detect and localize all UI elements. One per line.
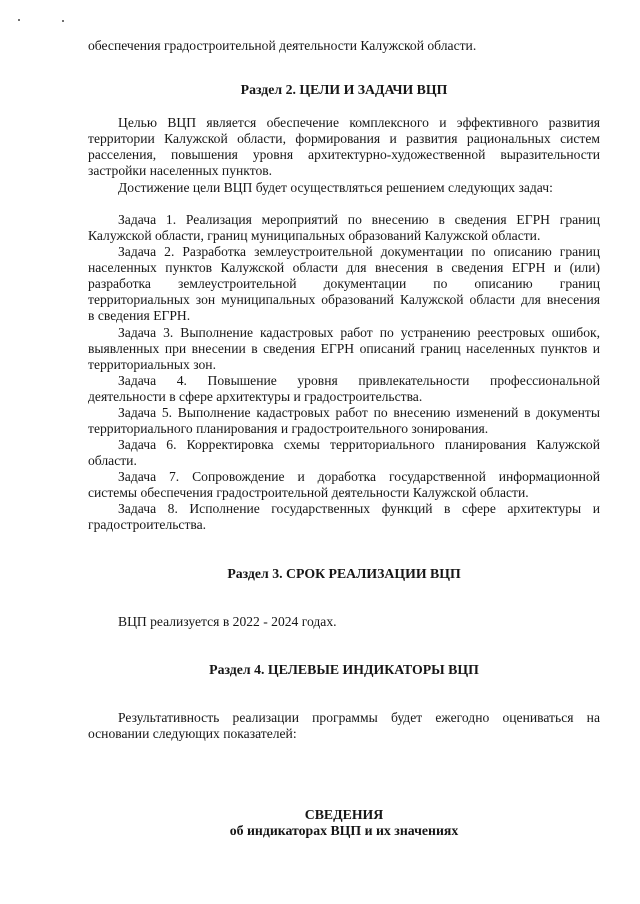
- goal-line: территории Калужской области, формирования и развития рациональных систем: [88, 131, 600, 146]
- section3-title: Раздел 3. СРОК РЕАЛИЗАЦИИ ВЦП: [227, 566, 461, 581]
- task-line: области.: [88, 453, 137, 468]
- task-line: разработка землеустроительной документации по описанию границ: [88, 276, 600, 291]
- goal-line: Целью ВЦП является обеспечение комплексного и эффективного развития: [118, 115, 600, 130]
- section4-title: Раздел 4. ЦЕЛЕВЫЕ ИНДИКАТОРЫ ВЦП: [209, 662, 479, 677]
- info-title: СВЕДЕНИЯ: [304, 807, 384, 822]
- task-line: Задача 8. Исполнение государственных функций в сфере архитектуры и: [118, 501, 600, 516]
- section4-text-line: основании следующих показателей:: [88, 726, 297, 741]
- task-line: территориальных зон муниципальных образований Калужской области для внесения: [88, 292, 600, 307]
- task-line: в сведения ЕГРН.: [88, 308, 191, 323]
- goal-line: расселения, повышения уровня архитектурно-художественной выразительности: [88, 147, 600, 162]
- scan-speck: [62, 20, 64, 22]
- task-line: системы обеспечения градостроительной деятельности Калужской области.: [88, 485, 529, 500]
- top-fragment: обеспечения градостроительной деятельности Калужской области.: [88, 38, 477, 53]
- task-line: территориального планирования и градостроительного зонирования.: [88, 421, 489, 436]
- goal-line: застройки населенных пунктов.: [88, 163, 273, 178]
- achievement-line: Достижение цели ВЦП будет осуществляться решением следующих задач:: [118, 180, 553, 195]
- task-line: Задача 7. Сопровождение и доработка государственной информационной: [118, 469, 600, 484]
- task-line: градостроительства.: [88, 517, 207, 532]
- task-line: Задача 6. Корректировка схемы территориального планирования Калужской: [118, 437, 600, 452]
- task-line: территориальных зон.: [88, 357, 216, 372]
- section3-text: ВЦП реализуется в 2022 - 2024 годах.: [118, 614, 337, 629]
- task-line: Калужской области, границ муниципальных образований Калужской области.: [88, 228, 541, 243]
- info-subtitle: об индикаторах ВЦП и их значениях: [229, 823, 459, 838]
- task-line: Задача 5. Выполнение кадастровых работ по внесению изменений в документы: [118, 405, 600, 420]
- task-line: Задача 2. Разработка землеустроительной документации по описанию границ: [118, 244, 600, 259]
- task-line: населенных пунктов Калужской области для внесения в сведения ЕГРН и (или): [88, 260, 600, 275]
- section4-text-line: Результативность реализации программы будет ежегодно оцениваться на: [118, 710, 600, 725]
- task-line: Задача 4. Повышение уровня привлекательности профессиональной: [118, 373, 600, 388]
- task-line: выявленных при внесении в сведения ЕГРН описаний границ населенных пунктов и: [88, 341, 600, 356]
- task-line: деятельности в сфере архитектуры и градостроительства.: [88, 389, 423, 404]
- section2-title: Раздел 2. ЦЕЛИ И ЗАДАЧИ ВЦП: [240, 82, 448, 97]
- scan-speck: [18, 19, 20, 21]
- task-line: Задача 3. Выполнение кадастровых работ по устранению реестровых ошибок,: [118, 325, 600, 340]
- task-line: Задача 1. Реализация мероприятий по внесению в сведения ЕГРН границ: [118, 212, 600, 227]
